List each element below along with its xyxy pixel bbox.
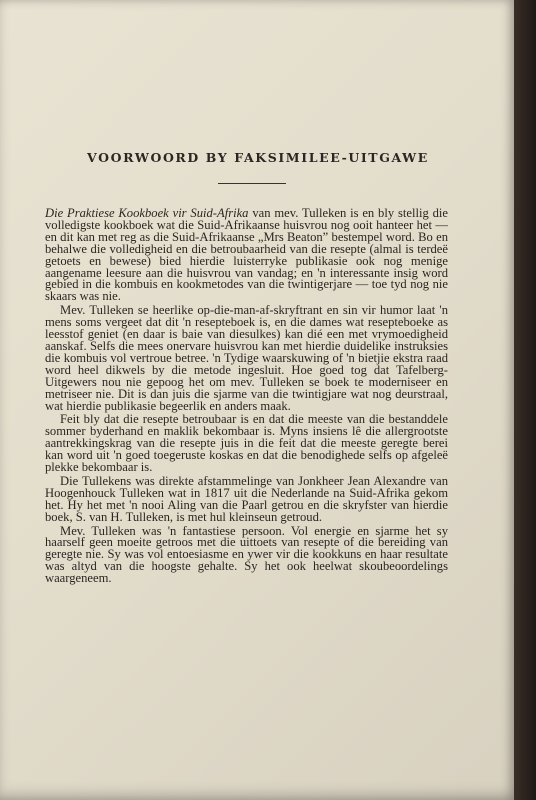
paragraph-1 (45, 208, 448, 303)
paragraph-4: Die Tullekens was direkte afstammelinge van Jonkheer Jean Alexandre van Hoogenhouck Tulleken wat in 1817 uit die Nederlande na Suid-Afrika gekom het. Hy het met 'n nooi Aling van die Paarl getrou en die skryfster van hierdie boek, S. van H. Tulleken, is met hul kleinseun getroud. (45, 473, 448, 524)
paragraph-5: Mev. Tulleken was 'n fantastiese persoon. Vol energie en sjarme het sy haarself geen moeite getroos met die uittoets van resepte of die bereiding van geregte nie. Sy was vol entoesiasme en ywer vir die kookkuns en haar resultate was altyd van die hoogste gehalte. Sy het ook heelwat skoubeoordelings waargeneem. (45, 523, 448, 586)
title-divider (218, 183, 286, 184)
paragraph-2: Mev. Tulleken se heerlike op-die-man-af-skryftrant en sin vir humor laat 'n mens soms vergeet dat dit 'n resepteboek is, en die dames wat resepteboeke as leesstof geniet (en daar is baie van diesulkes) kan dié een met vrymoedigheid aanskaf. Selfs die mees onervare huisvrou kan met hierdie duidelike instruksies die kombuis vol vertroue betree. 'n Tydige waarskuwing of 'n bietjie ekstra raad word heel dikwels by die metode ingesluit. Hoe goed tog dat Tafelberg-Uitgewers nou nie gepoog het om mev. Tulleken se boek te moderniseer en metriseer nie. Dit is dan juis die sjarme van die twintigjare wat nog deurstraal, wat hierdie publikasie begeerlik en anders maak. (45, 303, 448, 413)
background-edge (514, 0, 536, 800)
foreword-body (45, 208, 448, 587)
page-title: VOORWOORD BY FAKSIMILEE-UITGAWE (87, 150, 429, 165)
paragraph-3: Feit bly dat die resepte betroubaar is en dat die meeste van die bestanddele sommer byderhand en maklik bekombaar is. Myns insiens lê die allergrootste aantrekkingskrag van die resepte juis in die feit dat die meeste geregte berei kan word uit 'n goed toegeruste koskas en dat die benodighede selfs op afgeleë plekke bekombaar is. (45, 412, 448, 475)
book-title: Die Praktiese Kookboek vir Suid-Afrika (45, 206, 249, 220)
paragraph-1-text: van mev. Tulleken is en bly stellig die volledigste kookboek wat die Suid-Afrikaanse huisvrou nog ooit hanteer het — en dit kan met reg as die Suid-Afrikaanse „Mrs Beaton” bestempel word. Bo en behalwe die volledigheid en die betroubaarheid van die resepte (almal is terdeë getoets en bewese) bied hierdie luisterryke publikasie ook nog menige aangename leesure aan die huisvrou van vandag; en 'n interessante insig word gebied in die kombuis en kookmetodes van die twintigerjare — toe tyd nog nie skaars was nie. (45, 206, 448, 304)
